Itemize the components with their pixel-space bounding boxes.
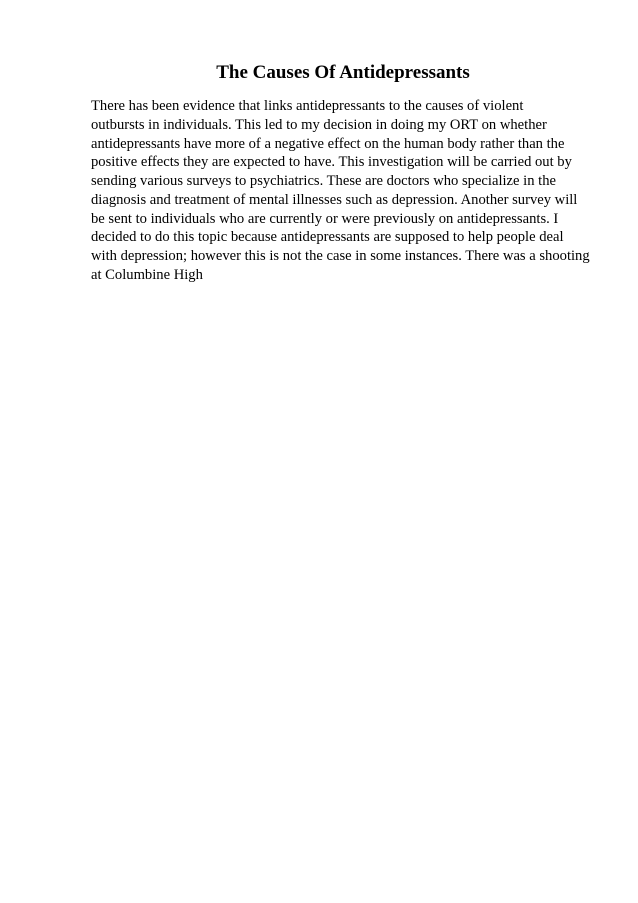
body-line: with depression; however this is not the case in some instances. There was a shooting [91, 248, 590, 264]
body-line: be sent to individuals who are currently or were previously on antidepressants. I [91, 210, 559, 227]
body-line: sending various surveys to psychiatrics. These are doctors who specialize in the [91, 173, 556, 189]
body-line: decided to do this topic because antidepressants are supposed to help people deal [91, 229, 564, 246]
body-line: diagnosis and treatment of mental illnesses such as depression. Another survey will [91, 191, 578, 208]
body-line: positive effects they are expected to have. This investigation will be carried out by [91, 154, 572, 171]
body-line: antidepressants have more of a negative effect on the human body rather than the [91, 135, 565, 152]
document-title: The Causes Of Antidepressants [216, 62, 470, 83]
body-line: outbursts in individuals. This led to my decision in doing my ORT on whether [91, 116, 547, 133]
body-line: at Columbine High [91, 266, 203, 283]
document-body [91, 97, 601, 285]
body-line: There has been evidence that links antidepressants to the causes of violent [91, 98, 524, 114]
